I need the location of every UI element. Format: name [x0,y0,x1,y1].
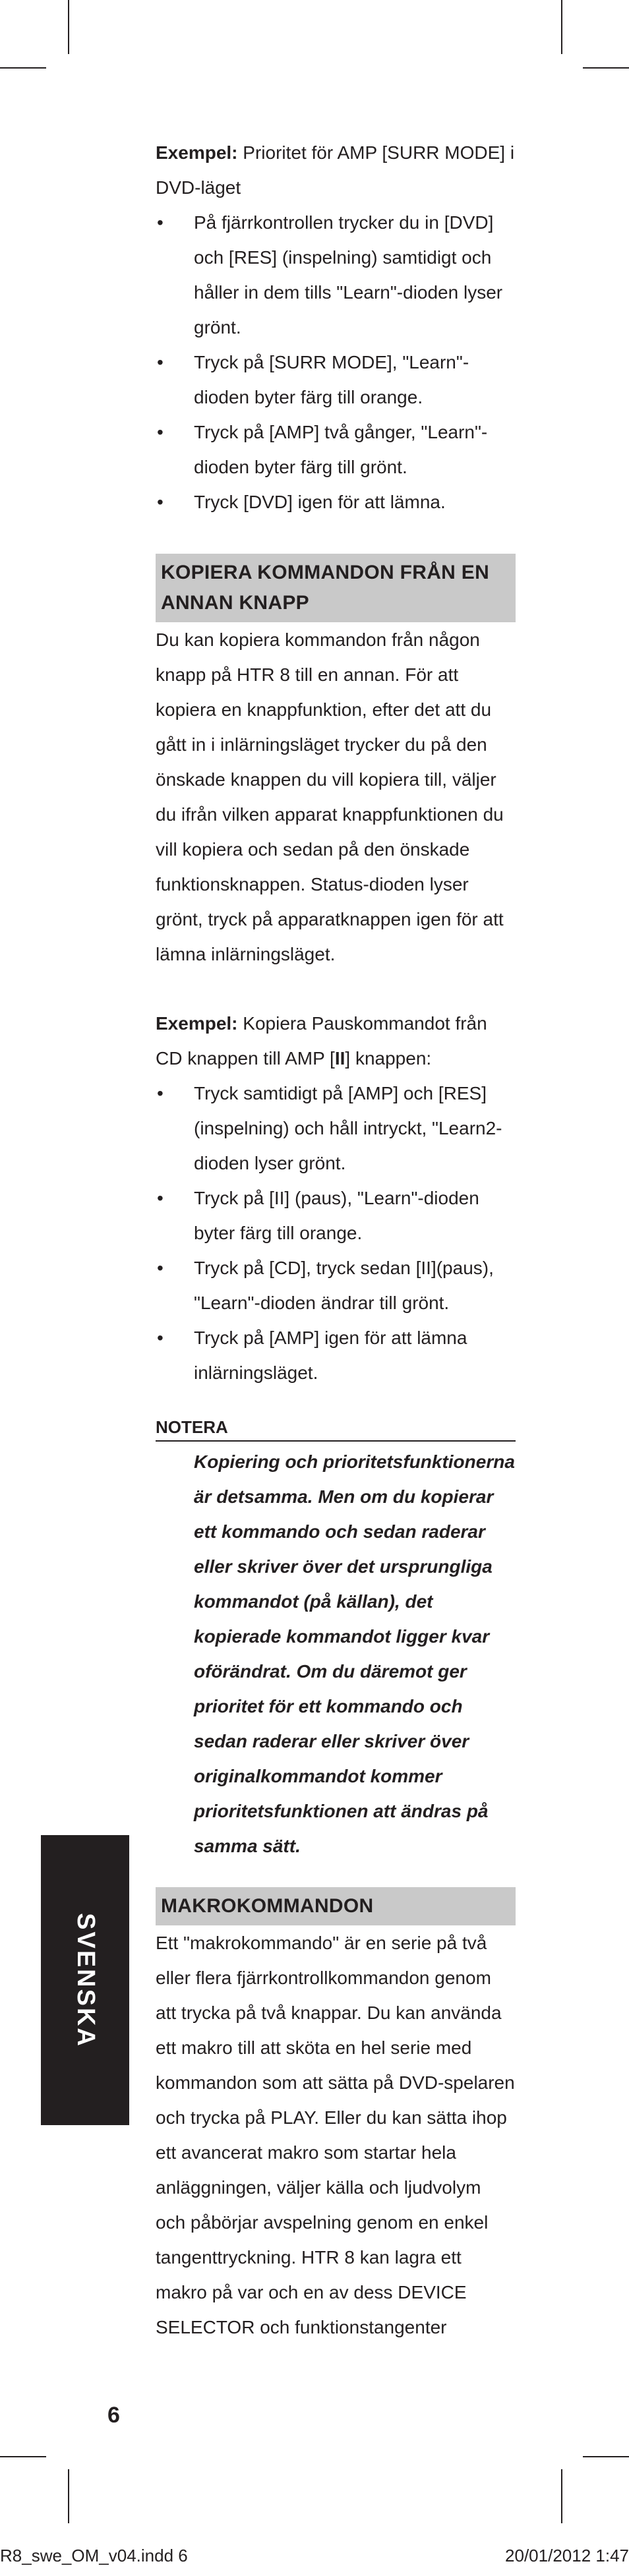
example-text-b: ] knappen: [345,1048,432,1068]
section-heading-macro-commands: MAKROKOMMANDON [156,1887,516,1925]
list-item: • Tryck samtidigt på [AMP] och [RES] (inspelning) och håll intryckt, "Learn2-dioden lyser grönt. [156,1076,516,1181]
crop-mark-bottom-left-vertical [68,2469,69,2523]
example-label: Exempel: [156,1013,238,1034]
list-item: • Tryck på [AMP] igen för att lämna inlärningsläget. [156,1320,516,1390]
page-number: 6 [107,2403,120,2428]
example-text-a: Kopiera Pauskommandot från CD knappen till AMP [ [156,1013,487,1068]
language-side-tab [41,1835,129,2125]
crop-mark-top-left-vertical [68,0,69,54]
example-copy-paragraph [156,1006,516,1076]
note-text: Kopiering och prioritetsfunktionerna är detsamma. Men om du kopierar ett kommando och sedan raderar eller skriver över det ursprungliga kommandot (på källan), det kopierade kommandot ligger kvar oförändrat. Om du däremot ger prioritet för ett kommando och sedan raderar eller skriver över originalkommandot kommer prioritetsfunktionen att ändras på samma sätt. [194,1451,515,1856]
footer-file-name: R8_swe_OM_v04.indd 6 [0,2546,188,2565]
page-content [156,135,516,2345]
language-side-tab-label: SVENSKA [71,1912,100,2048]
crop-mark-bottom-right-vertical [561,2469,562,2523]
example-label: Exempel: [156,142,238,163]
list-item: • Tryck på [AMP] två gånger, "Learn"-dioden byter färg till grönt. [156,415,516,484]
copy-steps-list [156,1076,516,1390]
example-text: Prioritet för AMP [SURR MODE] i DVD-läget [156,142,515,198]
list-item: • Tryck på [CD], tryck sedan [II](paus), "Learn"-dioden ändrar till grönt. [156,1250,516,1320]
note-title: NOTERA [156,1414,516,1442]
crop-mark-bottom-right-horizontal [583,2456,629,2457]
list-item: • Tryck på [II] (paus), "Learn"-dioden byter färg till orange. [156,1181,516,1250]
pause-symbol: II [334,1048,345,1068]
footer-date: 20/01/2012 1:47 [505,2546,629,2565]
list-item: • Tryck [DVD] igen för att lämna. [156,484,516,519]
priority-steps-list [156,205,516,519]
section-heading-copy-commands: KOPIERA KOMMANDON FRÅN EN ANNAN KNAPP [156,554,516,622]
list-item: • Tryck på [SURR MODE], "Learn"-dioden byter färg till orange. [156,345,516,415]
crop-mark-bottom-left-horizontal [0,2456,46,2457]
crop-mark-top-right-vertical [561,0,562,54]
crop-mark-top-right-horizontal [583,67,629,69]
copy-commands-paragraph: Du kan kopiera kommandon från någon knapp på HTR 8 till en annan. För att kopiera en knappfunktion, efter det att du gått in i inlärningsläget trycker du på den önskade knappen du vill kopiera till, väljer du ifrån vilken apparat knappfunktionen du vill kopiera och sedan på den önskade funktionsknappen. Status-dioden lyser grönt, tryck på apparatknappen igen för att lämna inlärningsläget. [156,629,504,964]
macro-commands-paragraph: Ett "makrokommando" är en serie på två eller flera fjärrkontrollkommandon genom att trycka på två knappar. Du kan använda ett makro till att sköta en hel serie med kommandon som att sätta på DVD-spelaren och trycka på PLAY. Eller du kan sätta ihop ett avancerat makro som startar hela anläggningen, väljer källa och ljudvolym och påbörjar avspelning genom en enkel tangenttryckning. HTR 8 kan lagra ett makro på var och en av dess DEVICE SELECTOR och funktionstangenter [156,1933,515,2337]
list-item: • På fjärrkontrollen trycker du in [DVD] och [RES] (inspelning) samtidigt och håller in dem tills "Learn"-dioden lyser grönt. [156,205,516,345]
crop-mark-top-left-horizontal [0,67,46,69]
example-priority-paragraph [156,135,516,205]
